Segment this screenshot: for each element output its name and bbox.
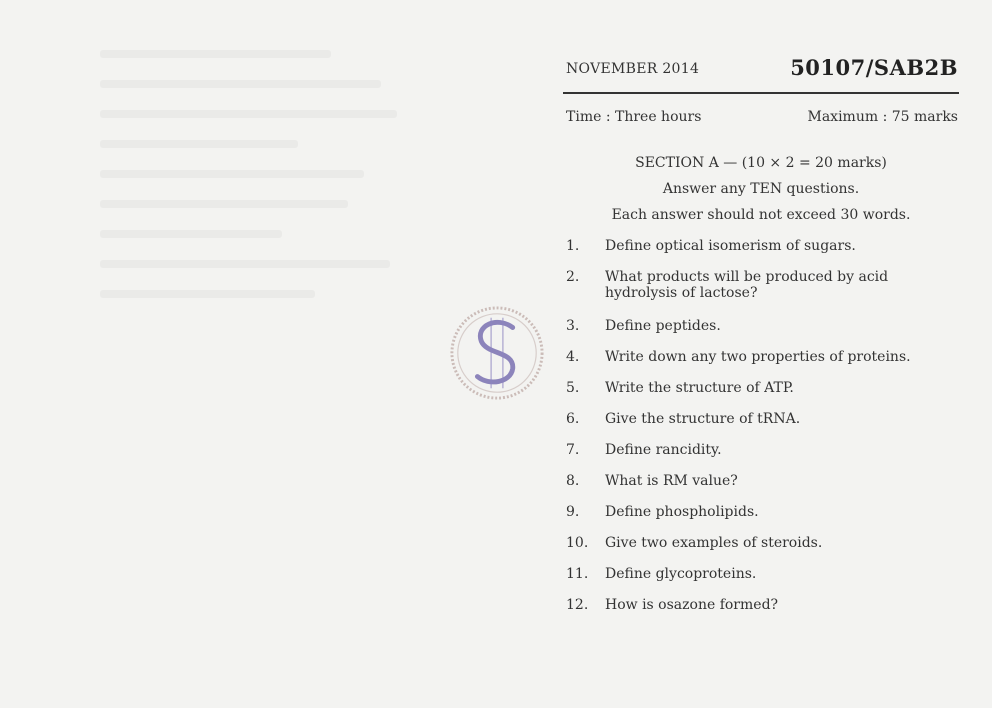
publisher-logo-watermark bbox=[448, 304, 546, 402]
question-number: 1. bbox=[566, 238, 580, 254]
question-item bbox=[566, 269, 961, 301]
question-number: 2. bbox=[566, 269, 580, 285]
question-text: Define phospholipids. bbox=[605, 504, 759, 520]
question-number: 7. bbox=[566, 442, 580, 458]
header-rule bbox=[563, 92, 959, 94]
question-text: Define optical isomerism of sugars. bbox=[605, 238, 856, 254]
exam-month: NOVEMBER 2014 bbox=[566, 61, 700, 77]
question-list bbox=[566, 238, 961, 613]
question-text: Write down any two properties of proteins. bbox=[605, 349, 911, 365]
question-text: Give the structure of tRNA. bbox=[605, 411, 801, 427]
question-item bbox=[566, 473, 961, 489]
question-item bbox=[566, 380, 961, 396]
question-item bbox=[566, 318, 961, 334]
question-item bbox=[566, 442, 961, 458]
question-item bbox=[566, 504, 961, 520]
question-text: What is RM value? bbox=[605, 473, 738, 489]
question-text: What products will be produced by acid hydrolysis of lactose? bbox=[605, 269, 889, 301]
question-number: 4. bbox=[566, 349, 580, 365]
bleed-through-text bbox=[100, 50, 430, 650]
section-title: SECTION A — (10 × 2 = 20 marks) bbox=[635, 155, 887, 171]
question-number: 9. bbox=[566, 504, 580, 520]
question-number: 6. bbox=[566, 411, 580, 427]
question-item bbox=[566, 535, 961, 551]
question-item bbox=[566, 597, 961, 613]
question-number: 8. bbox=[566, 473, 580, 489]
question-text: Give two examples of steroids. bbox=[605, 535, 823, 551]
word-limit-instruction: Each answer should not exceed 30 words. bbox=[611, 207, 911, 223]
question-number: 10. bbox=[566, 535, 589, 551]
question-text: Define glycoproteins. bbox=[605, 566, 757, 582]
question-text: Define rancidity. bbox=[605, 442, 722, 458]
section-instruction: Answer any TEN questions. bbox=[662, 181, 860, 197]
question-text: Write the structure of ATP. bbox=[605, 380, 794, 396]
question-number: 3. bbox=[566, 318, 580, 334]
question-number: 5. bbox=[566, 380, 580, 396]
question-item bbox=[566, 238, 961, 254]
question-text: How is osazone formed? bbox=[605, 597, 779, 613]
maximum-marks: Maximum : 75 marks bbox=[807, 109, 958, 125]
question-item bbox=[566, 566, 961, 582]
question-number: 11. bbox=[566, 566, 589, 582]
question-item bbox=[566, 349, 961, 365]
exam-duration: Time : Three hours bbox=[566, 109, 702, 125]
question-item bbox=[566, 411, 961, 427]
question-number: 12. bbox=[566, 597, 589, 613]
question-text: Define peptides. bbox=[605, 318, 721, 334]
paper-code: 50107/SAB2B bbox=[790, 55, 958, 80]
